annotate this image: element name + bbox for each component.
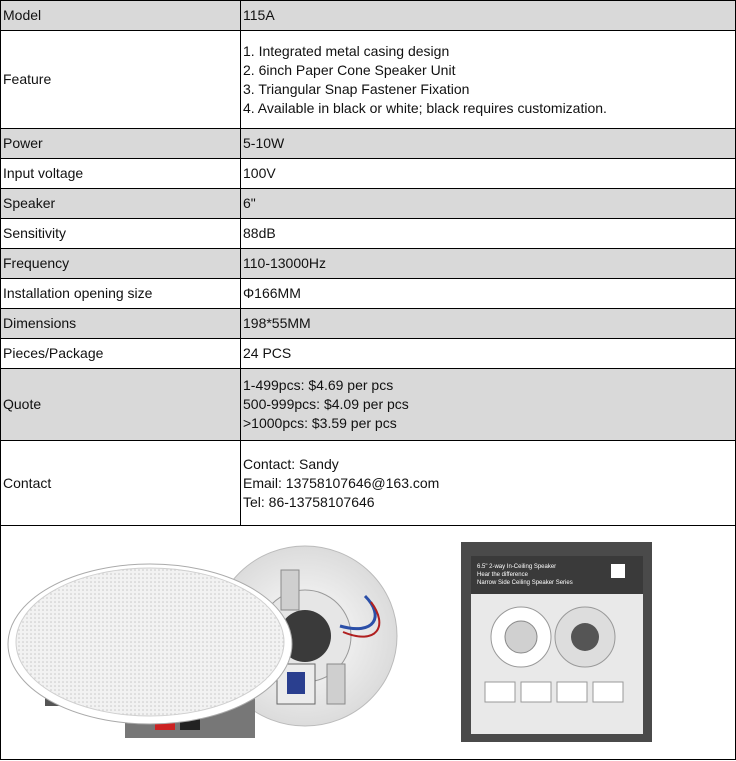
spec-value (241, 219, 736, 249)
spec-row-feature (1, 31, 736, 129)
spec-row-installation-opening-size (1, 279, 736, 309)
spec-value (241, 159, 736, 189)
product-photos-row (0, 526, 736, 760)
spec-row-quote (1, 369, 736, 441)
spec-value (241, 129, 736, 159)
spec-value (241, 339, 736, 369)
spec-value-line: 500-999pcs: $4.09 per pcs (243, 396, 409, 412)
spec-row-speaker (1, 189, 736, 219)
spec-value-line: 5-10W (243, 135, 285, 151)
spec-value-line: Φ166MM (243, 285, 301, 301)
spec-label: Installation opening size (1, 279, 241, 309)
box-text-line-1: 6.5" 2-way In-Ceiling Speaker (477, 564, 557, 570)
spec-value-line: 6" (243, 195, 256, 211)
spec-label: Frequency (1, 249, 241, 279)
spec-value-line: 198*55MM (243, 315, 311, 331)
spec-label: Power (1, 129, 241, 159)
spec-label: Feature (1, 31, 241, 129)
spec-label: Speaker (1, 189, 241, 219)
box-text-line-2: Hear the difference (477, 572, 528, 578)
spec-value-line: 115A (243, 7, 275, 23)
speaker-box-photo (461, 542, 652, 742)
spec-row-contact (1, 441, 736, 526)
spec-value-line: 24 PCS (243, 345, 292, 361)
spec-value (241, 369, 736, 441)
spec-value-line: Contact: Sandy (243, 455, 339, 472)
spec-row-pieces-package (1, 339, 736, 369)
spec-value-line: 3. Triangular Snap Fastener Fixation (243, 80, 470, 97)
spec-value-line: 100V (243, 165, 276, 181)
spec-label: Dimensions (1, 309, 241, 339)
spec-label: Pieces/Package (1, 339, 241, 369)
spec-value (241, 1, 736, 31)
spec-value-line: 2. 6inch Paper Cone Speaker Unit (243, 61, 456, 78)
spec-value-line: Email: 13758107646@163.com (243, 474, 440, 491)
spec-label: Sensitivity (1, 219, 241, 249)
spec-row-model (1, 1, 736, 31)
spec-row-sensitivity (1, 219, 736, 249)
spec-value-line: 1-499pcs: $4.69 per pcs (243, 377, 394, 393)
spec-label: Input voltage (1, 159, 241, 189)
spec-label: Model (1, 1, 241, 31)
spec-value-line: 4. Available in black or white; black requires customization. (243, 99, 607, 116)
spec-value-line: >1000pcs: $3.59 per pcs (243, 415, 397, 431)
spec-value (241, 189, 736, 219)
spec-value-line: 110-13000Hz (243, 255, 327, 271)
spec-value-line: 1. Integrated metal casing design (243, 42, 450, 59)
spec-value (241, 441, 736, 526)
ceiling-speaker-photo (5, 536, 435, 754)
spec-row-input-voltage (1, 159, 736, 189)
spec-row-dimensions (1, 309, 736, 339)
spec-row-frequency (1, 249, 736, 279)
spec-value (241, 31, 736, 129)
box-text-line-3: Narrow Side Ceiling Speaker Series (477, 580, 573, 586)
spec-value (241, 249, 736, 279)
spec-label: Contact (1, 441, 241, 526)
spec-value (241, 309, 736, 339)
spec-value-line: Tel: 86-13758107646 (243, 493, 375, 510)
spec-value-line: 88dB (243, 225, 276, 241)
spec-value (241, 279, 736, 309)
spec-row-power (1, 129, 736, 159)
spec-label: Quote (1, 369, 241, 441)
spec-table-body (1, 1, 736, 526)
